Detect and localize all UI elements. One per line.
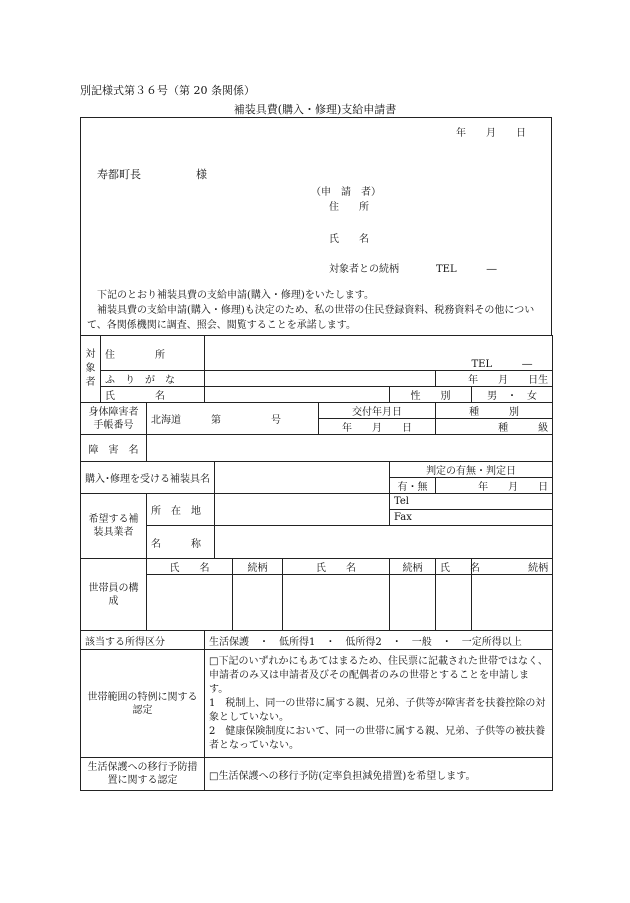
vendor-name-field[interactable] [215, 526, 553, 559]
household-name-header-2: 氏 名 [283, 559, 390, 575]
judgement-date[interactable]: 年 月 日 [436, 478, 553, 494]
device-field[interactable] [215, 462, 390, 494]
household-name-header-3: 氏 名 [436, 559, 472, 575]
consent-line-1: 下記のとおり補装具費の支給申請(購入・修理)をいたします。 [87, 290, 375, 301]
household-name-2[interactable] [283, 575, 390, 631]
form-table [80, 335, 553, 791]
vendor-name-label: 名 称 [147, 526, 215, 559]
household-relation-2[interactable] [390, 575, 436, 631]
household-relation-3[interactable] [472, 575, 553, 631]
household-relation-1[interactable] [233, 575, 283, 631]
household-relation-header-2: 続柄 [390, 559, 436, 575]
application-form [80, 117, 552, 791]
household-relation-header-3: 続柄 [472, 559, 553, 575]
vendor-address-field[interactable] [215, 494, 390, 526]
addressee: 寿都町長 様 [97, 168, 207, 181]
judgement-label: 判定の有無・判定日 [390, 462, 553, 478]
household-name-header-1: 氏 名 [147, 559, 233, 575]
special-condition-2: 2 健康保険制度において、同一の世帯に属する親、兄弟、子供等の被扶養者となっていない。 [209, 725, 546, 751]
transition-label: 生活保護への移行予防措置に関する認定 [81, 758, 205, 791]
subject-name-field[interactable] [205, 387, 390, 403]
issue-date-label: 交付年月日 [319, 403, 436, 419]
household-label: 世帯員の構成 [81, 559, 147, 631]
relation-label: 対象者との続柄 [329, 264, 399, 275]
document-title: 補装具費(購入・修理)支給申請書 [233, 103, 397, 116]
device-label: 購入･修理を受ける補装具名 [81, 462, 215, 494]
subject-tel: TEL ― [471, 359, 533, 370]
disability-field[interactable] [147, 435, 553, 462]
special-checkbox-text[interactable]: □下記のいずれかにもあてはまるため、住民票に記載された世帯ではなく、申請者のみ又は申請者及びその配偶者のみの世帯とすることを申請します。 [209, 655, 548, 695]
handbook-grade-label[interactable]: 種 級 [436, 419, 553, 435]
household-name-1[interactable] [147, 575, 233, 631]
applicant-label: （申 請 者） [311, 187, 381, 198]
handbook-number[interactable]: 北海道 第 号 [147, 403, 319, 435]
handbook-type-label: 種 別 [436, 403, 553, 419]
sex-label: 性 別 [390, 387, 472, 403]
furigana-label: ふ り が な [101, 371, 205, 387]
consent-line-2: 補装具費の支給申請(購入・修理)も決定のため、私の世帯の住民登録資料、税務資料その他について、各関係機関に調査、照会、閲覧することを承諾します。 [87, 305, 535, 331]
household-name-3[interactable] [436, 575, 472, 631]
applicant-block [80, 117, 552, 335]
judgement-yes-no[interactable]: 有・無 [390, 478, 436, 494]
form-number: 別記様式第３６号（第 20 条関係） [80, 84, 255, 97]
subject-address-field[interactable] [205, 336, 553, 371]
vendor-fax[interactable]: Fax [390, 510, 553, 526]
income-label: 該当する所得区分 [81, 631, 205, 650]
applicant-tel-label: TEL ― [436, 264, 497, 275]
issue-date-field[interactable]: 年 月 日 [319, 419, 436, 435]
transition-text[interactable]: □生活保護への移行予防(定率負担減免措置)を希望します。 [205, 758, 553, 791]
vendor-address-label: 所 在 地 [147, 494, 215, 526]
subject-group-label: 対象者 [81, 336, 101, 403]
applicant-name-label: 氏 名 [329, 234, 369, 245]
consent-text [87, 288, 549, 333]
subject-name-label: 氏 名 [101, 387, 205, 403]
vendor-tel[interactable]: Tel [390, 494, 553, 510]
income-options[interactable]: 生活保護 ・ 低所得1 ・ 低所得2 ・ 一般 ・ 一定所得以上 [205, 631, 553, 650]
handbook-label: 身体障害者手帳番号 [81, 403, 147, 435]
birth-date[interactable]: 年 月 日生 [436, 371, 553, 387]
furigana-field[interactable] [205, 371, 436, 387]
special-condition-1: 1 税制上、同一の世帯に属する親、兄弟、子供等が障害者を扶養控除の対象としていない。 [209, 697, 546, 723]
vendor-label: 希望する補装具業者 [81, 494, 147, 559]
household-relation-header-1: 続柄 [233, 559, 283, 575]
special-text[interactable] [205, 650, 553, 758]
application-date[interactable]: 年 月 日 [456, 128, 526, 139]
applicant-address-label: 住 所 [329, 202, 369, 213]
disability-label: 障 害 名 [81, 435, 147, 462]
special-label: 世帯範囲の特例に関する認定 [81, 650, 205, 758]
sex-options[interactable]: 男 ・ 女 [472, 387, 553, 403]
subject-address-label: 住 所 [101, 336, 205, 371]
